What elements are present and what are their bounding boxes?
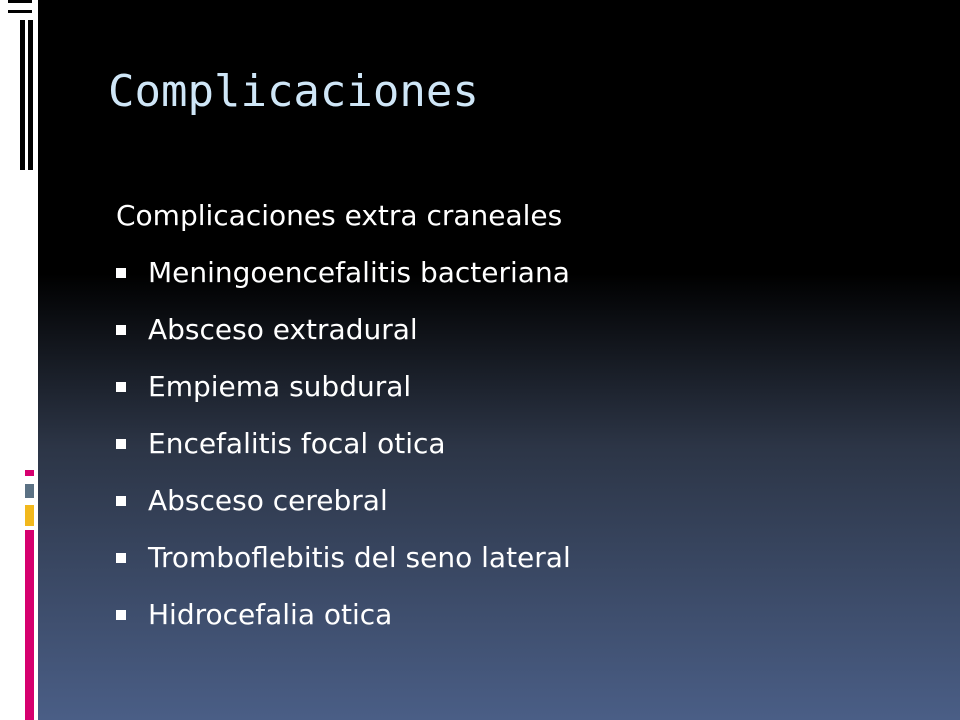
top-bar-decoration [28, 20, 33, 170]
accent-yellow-decoration [25, 505, 34, 526]
accent-pink-decoration [25, 470, 34, 476]
subheading: Complicaciones extra craneales [116, 199, 563, 232]
list-item-label: Empiema subdural [148, 370, 412, 403]
list-item-label: Hidrocefalia otica [148, 598, 393, 631]
list-item-label: Meningoencefalitis bacteriana [148, 256, 570, 289]
top-line-decoration [8, 0, 32, 3]
list-item [116, 253, 916, 293]
list-item-label: Tromboflebitis del seno lateral [148, 541, 571, 574]
list-item-label: Absceso cerebral [148, 484, 388, 517]
square-bullet-icon [116, 553, 126, 563]
slide-title: Complicaciones [108, 66, 479, 117]
accent-pink-bar-decoration [25, 530, 34, 720]
square-bullet-icon [116, 496, 126, 506]
square-bullet-icon [116, 268, 126, 278]
accent-gray-decoration [25, 484, 34, 498]
top-line-decoration [8, 10, 32, 13]
square-bullet-icon [116, 325, 126, 335]
list-item-label: Absceso extradural [148, 313, 418, 346]
square-bullet-icon [116, 610, 126, 620]
square-bullet-icon [116, 439, 126, 449]
bullet-list [116, 253, 916, 635]
list-item [116, 424, 916, 464]
list-item [116, 481, 916, 521]
content-area [116, 196, 916, 652]
top-bar-decoration [20, 20, 25, 170]
list-item [116, 595, 916, 635]
list-item [116, 310, 916, 350]
list-item [116, 367, 916, 407]
square-bullet-icon [116, 382, 126, 392]
list-item [116, 538, 916, 578]
list-item-label: Encefalitis focal otica [148, 427, 446, 460]
